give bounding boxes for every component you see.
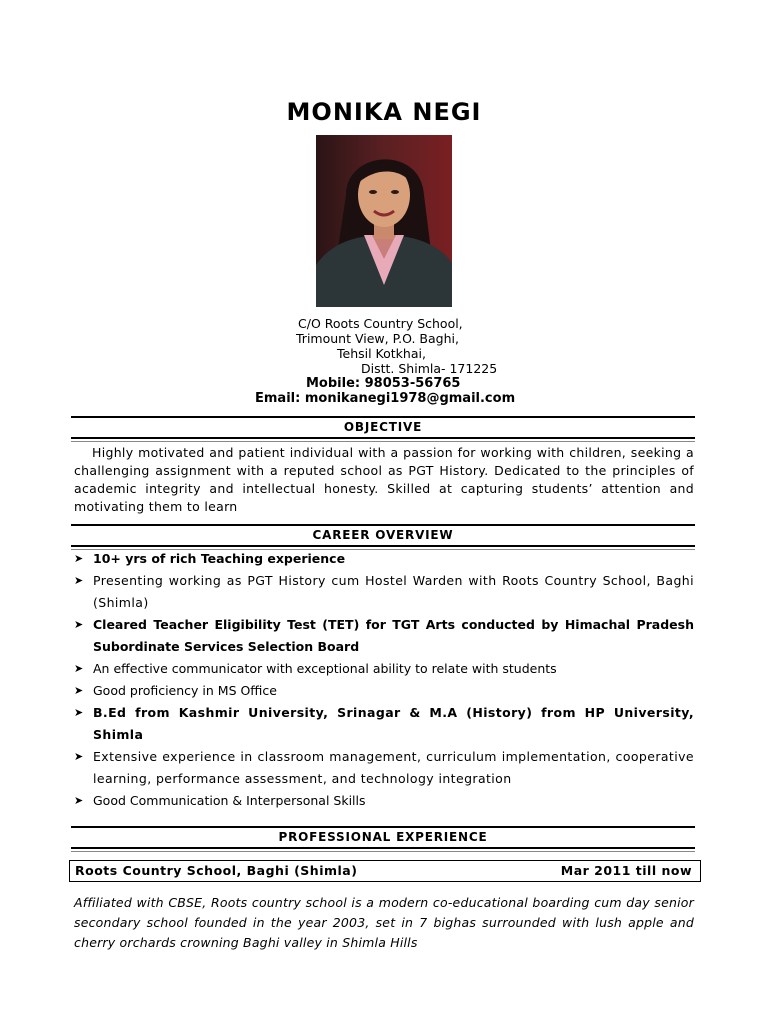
profile-photo [316, 135, 452, 307]
arrow-bullet-icon: ➤ [74, 618, 84, 631]
address-line: Distt. Shimla- 171225 [361, 361, 498, 376]
contact-block [0, 316, 768, 406]
email-address[interactable]: Email: monikanegi1978@gmail.com [255, 391, 516, 406]
employment-dates: Mar 2011 till now [560, 863, 692, 878]
employer-name: Roots Country School, Baghi (Shimla) [75, 863, 358, 878]
arrow-bullet-icon: ➤ [74, 684, 84, 697]
arrow-bullet-icon: ➤ [74, 750, 84, 763]
list-item: ➤ An effective communicator with exceptional ability to relate with students [74, 658, 694, 680]
objective-heading: OBJECTIVE [71, 416, 695, 439]
list-item: ➤ 10+ yrs of rich Teaching experience [74, 548, 694, 570]
address-line: C/O Roots Country School, [298, 316, 463, 331]
professional-experience-heading: PROFESSIONAL EXPERIENCE [71, 826, 695, 849]
list-item: ➤ B.Ed from Kashmir University, Srinagar & M.A (History) from HP University, Shimla [74, 702, 694, 746]
arrow-bullet-icon: ➤ [74, 552, 84, 565]
arrow-bullet-icon: ➤ [74, 662, 84, 675]
employer-description: Affiliated with CBSE, Roots country school is a modern co-educational boarding cum day senior secondary school founded in the year 2003, set in 7 bighas surrounded with lush apple and cherry orchards crowning Baghi valley in Shimla Hills [74, 895, 694, 950]
address-line: Trimount View, P.O. Baghi, [296, 331, 459, 346]
objective-text [74, 444, 694, 516]
job-title-box [69, 860, 701, 882]
mobile-number: Mobile: 98053-56765 [306, 376, 461, 391]
list-item: ➤ Good Communication & Interpersonal Skills [74, 790, 694, 812]
candidate-name: MONIKA NEGI [286, 98, 482, 126]
career-overview-heading: CAREER OVERVIEW [71, 524, 695, 547]
arrow-bullet-icon: ➤ [74, 794, 84, 807]
list-item: ➤ Extensive experience in classroom management, curriculum implementation, cooperative learning, performance assessment, and technology integration [74, 746, 694, 790]
objective-body: Highly motivated and patient individual with a passion for working with children, seeking a challenging assignment with a reputed school as PGT History. Dedicated to the principles of academic integrity and intellectual honesty. Skilled at capturing students’ attention and motivating them to learn [74, 445, 694, 514]
arrow-bullet-icon: ➤ [74, 706, 84, 719]
list-item: ➤ Cleared Teacher Eligibility Test (TET) for TGT Arts conducted by Himachal Pradesh Subordinate Services Selection Board [74, 614, 694, 658]
arrow-bullet-icon: ➤ [74, 574, 84, 587]
list-item: ➤ Good proficiency in MS Office [74, 680, 694, 702]
career-overview-list [74, 548, 694, 812]
address-line: Tehsil Kotkhai, [337, 346, 426, 361]
list-item: ➤ Presenting working as PGT History cum Hostel Warden with Roots Country School, Baghi (Shimla) [74, 570, 694, 614]
